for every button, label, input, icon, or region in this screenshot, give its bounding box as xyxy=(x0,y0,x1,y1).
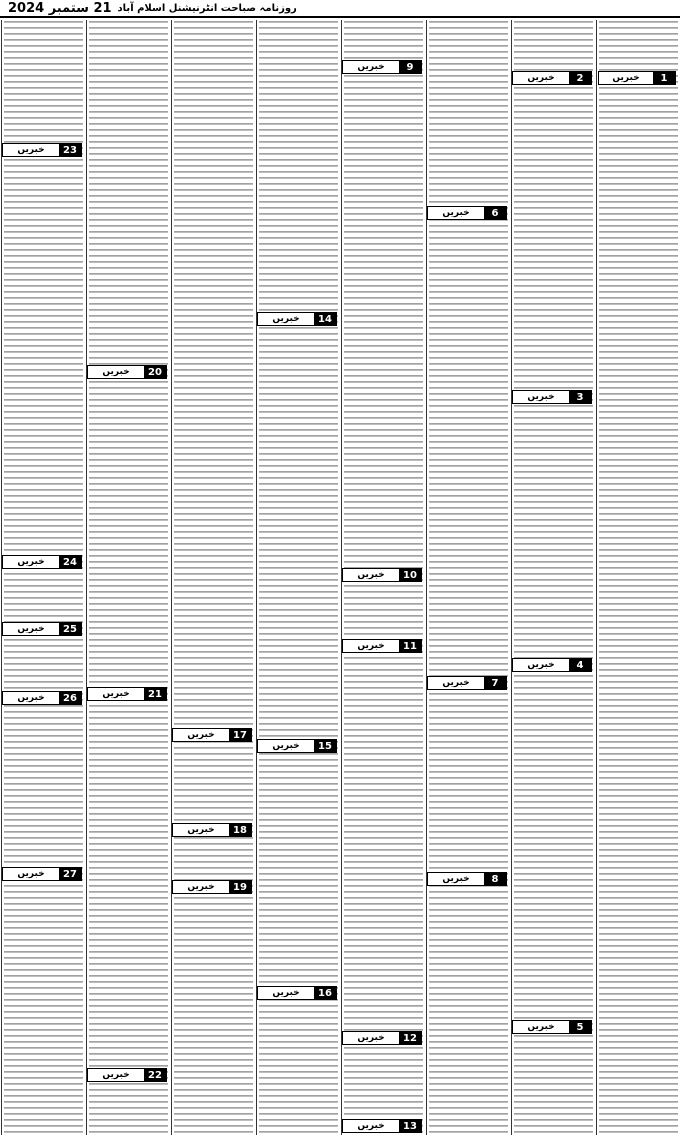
section-header-14 xyxy=(257,312,337,326)
section-header-19 xyxy=(172,880,252,894)
section-header-20 xyxy=(87,365,167,379)
section-label: خبریں xyxy=(442,208,470,218)
section-number: 19 xyxy=(229,881,251,893)
section-label: خبریں xyxy=(187,730,215,740)
column-5 xyxy=(256,20,340,1135)
section-number: 4 xyxy=(569,659,591,671)
section-header-23 xyxy=(2,143,82,157)
section-label: خبریں xyxy=(442,678,470,688)
column-1 xyxy=(596,20,680,1135)
section-header-13 xyxy=(342,1119,422,1133)
section-header-18 xyxy=(172,823,252,837)
section-label: خبریں xyxy=(272,988,300,998)
section-label: خبریں xyxy=(357,570,385,580)
section-number: 18 xyxy=(229,824,251,836)
section-number: 10 xyxy=(399,569,421,581)
section-header-15 xyxy=(257,739,337,753)
column-3 xyxy=(426,20,510,1135)
section-header-22 xyxy=(87,1068,167,1082)
section-number: 20 xyxy=(144,366,166,378)
masthead xyxy=(0,0,680,18)
section-label: خبریں xyxy=(17,693,45,703)
column-6 xyxy=(171,20,255,1135)
section-header-17 xyxy=(172,728,252,742)
section-number: 8 xyxy=(484,873,506,885)
paper-name: روزنامہ صباحت انٹرنیشنل اسلام آباد xyxy=(117,2,297,14)
section-label: خبریں xyxy=(357,1121,385,1131)
section-label: خبریں xyxy=(17,624,45,634)
section-label: خبریں xyxy=(272,314,300,324)
section-number: 12 xyxy=(399,1032,421,1044)
section-header-26 xyxy=(2,691,82,705)
section-number: 24 xyxy=(59,556,81,568)
section-header-9 xyxy=(342,60,422,74)
section-header-11 xyxy=(342,639,422,653)
section-label: خبریں xyxy=(102,367,130,377)
issue-date: 21 ستمبر 2024 xyxy=(8,0,112,16)
column-7 xyxy=(86,20,170,1135)
section-label: خبریں xyxy=(442,874,470,884)
section-number: 11 xyxy=(399,640,421,652)
section-number: 3 xyxy=(569,391,591,403)
section-label: خبریں xyxy=(17,145,45,155)
section-header-27 xyxy=(2,867,82,881)
column-2 xyxy=(511,20,595,1135)
section-header-16 xyxy=(257,986,337,1000)
section-number: 2 xyxy=(569,72,591,84)
section-header-4 xyxy=(512,658,592,672)
section-header-8 xyxy=(427,872,507,886)
section-header-21 xyxy=(87,687,167,701)
section-number: 13 xyxy=(399,1120,421,1132)
section-label: خبریں xyxy=(527,392,555,402)
section-label: خبریں xyxy=(527,1022,555,1032)
section-label: خبریں xyxy=(272,741,300,751)
section-label: خبریں xyxy=(17,869,45,879)
section-number: 16 xyxy=(314,987,336,999)
section-label: خبریں xyxy=(612,73,640,83)
section-number: 5 xyxy=(569,1021,591,1033)
section-label: خبریں xyxy=(357,641,385,651)
section-header-7 xyxy=(427,676,507,690)
section-number: 7 xyxy=(484,677,506,689)
section-label: خبریں xyxy=(527,660,555,670)
section-header-6 xyxy=(427,206,507,220)
column-8 xyxy=(1,20,85,1135)
section-number: 1 xyxy=(653,72,675,84)
section-label: خبریں xyxy=(102,689,130,699)
section-header-12 xyxy=(342,1031,422,1045)
section-label: خبریں xyxy=(187,882,215,892)
section-number: 14 xyxy=(314,313,336,325)
section-number: 21 xyxy=(144,688,166,700)
section-header-2 xyxy=(512,71,592,85)
section-number: 22 xyxy=(144,1069,166,1081)
section-label: خبریں xyxy=(357,62,385,72)
section-header-25 xyxy=(2,622,82,636)
section-label: خبریں xyxy=(357,1033,385,1043)
section-number: 25 xyxy=(59,623,81,635)
section-label: خبریں xyxy=(17,557,45,567)
section-number: 27 xyxy=(59,868,81,880)
section-number: 17 xyxy=(229,729,251,741)
section-header-3 xyxy=(512,390,592,404)
section-header-1 xyxy=(598,71,676,85)
section-header-10 xyxy=(342,568,422,582)
text-columns xyxy=(0,20,680,1135)
section-number: 15 xyxy=(314,740,336,752)
section-label: خبریں xyxy=(102,1070,130,1080)
section-label: خبریں xyxy=(187,825,215,835)
section-number: 6 xyxy=(484,207,506,219)
section-label: خبریں xyxy=(527,73,555,83)
section-header-24 xyxy=(2,555,82,569)
section-number: 26 xyxy=(59,692,81,704)
section-number: 23 xyxy=(59,144,81,156)
section-header-5 xyxy=(512,1020,592,1034)
section-number: 9 xyxy=(399,61,421,73)
